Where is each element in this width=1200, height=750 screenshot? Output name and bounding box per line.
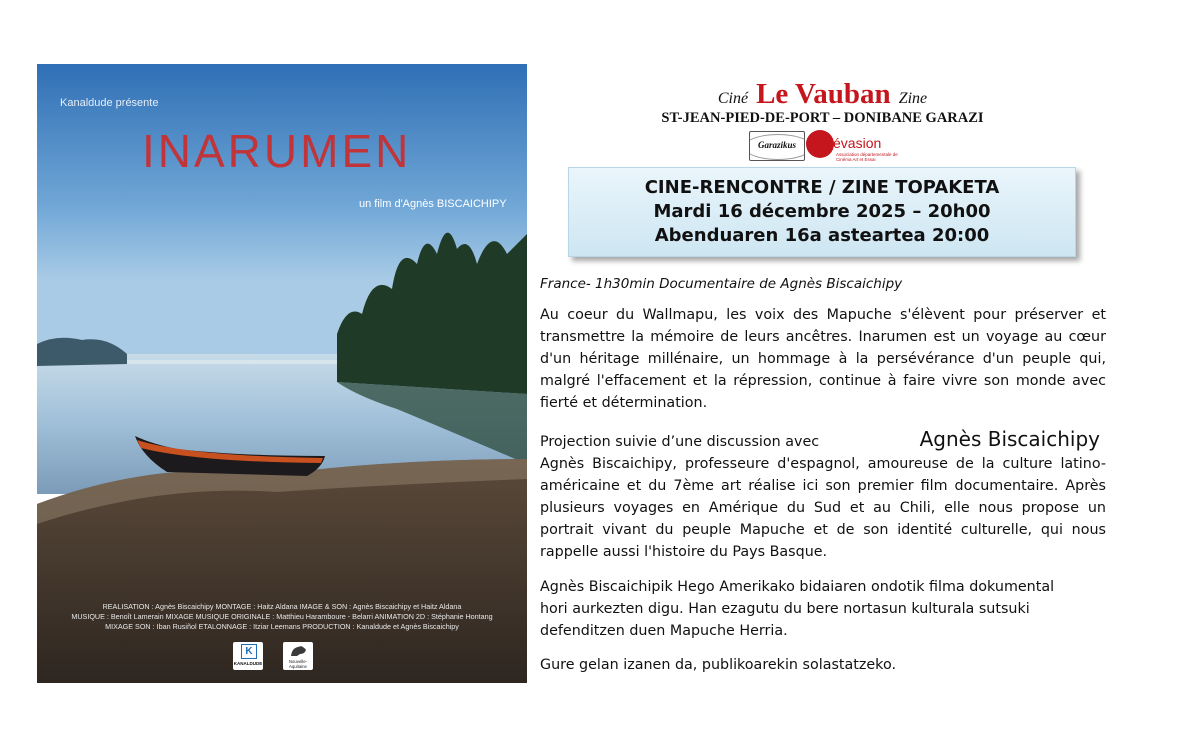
closing-line: Gure gelan izanen da, publikoarekin solastatzeko.: [540, 657, 896, 673]
synopsis-paragraph: Au coeur du Wallmapu, les voix des Mapuche s'élèvent pour préserver et transmettre la mémoire de leurs ancêtres. Inarumen est un voyage au cœur d'un héritage millénaire, un hommage à la persévérance d'un peuple qui, malgré l'effacement et la répression, continue à faire vivre son monde avec fierté et détermination.: [540, 307, 1106, 411]
guest-bio: Agnès Biscaichipy, professeure d'espagnol, amoureuse de la culture latino-américaine et du 7ème art réalise ici son premier film documentaire. Après plusieurs voyages en Amérique du Sud et au Chili, elle nous propose un portrait vivant du peuple Mapuche et de son identité culturelle, qui nous rappelle aussi l'histoire du Pays Basque.: [540, 456, 1106, 560]
film-poster: [37, 64, 527, 683]
event-info-box: [568, 167, 1076, 257]
poster-credits: [37, 602, 527, 632]
kanaldude-logo-letter: K: [241, 644, 257, 659]
poster-film-title: INARUMEN: [142, 125, 412, 177]
discussion-paragraph: [540, 428, 1106, 563]
basque-line: hori aurkezten digu. Han ezagutu du bere nortasun kulturala sutsuki: [540, 601, 1030, 617]
guest-name: Agnès Biscaichipy: [919, 427, 1100, 451]
cinevasion-logo-subtitle: Association départementale de Cinéma Art et Essai: [836, 152, 898, 162]
venue-prefix: Ciné: [717, 90, 749, 107]
event-title: CINE-RENCONTRE / ZINE TOPAKETA: [644, 177, 1000, 198]
poster-credit-line: MIXAGE SON : Iban Rusiñol ETALONNAGE : Itziar Leemans PRODUCTION : Kanaldude et Agnès Biscaichipy: [105, 622, 459, 631]
venue-location: ST-JEAN-PIED-DE-PORT – DONIBANE GARAZI: [661, 110, 984, 126]
region-logo-text: Nouvelle-Aquitaine: [288, 659, 308, 669]
film-meta: France- 1h30min Documentaire de Agnès Biscaichipy: [540, 276, 903, 292]
nouvelle-aquitaine-logo: [283, 642, 313, 670]
event-date-fr: Mardi 16 décembre 2025 – 20h00: [653, 201, 991, 222]
discussion-lead: Projection suivie d’une discussion avec: [540, 434, 820, 450]
poster-presenter: Kanaldude présente: [60, 97, 159, 109]
basque-line: Agnès Biscaichipik Hego Amerikako bidaiaren ondotik filma dokumental: [540, 579, 1055, 595]
kanaldude-logo-text: KANALDUDE: [233, 661, 263, 666]
cinevasion-logo: [806, 129, 902, 161]
poster-credit-line: REALISATION : Agnès Biscaichipy MONTAGE : Haitz Aldana IMAGE & SON : Agnès Biscaichipy et Haitz Aldana: [102, 602, 462, 611]
venue-title: [560, 78, 1085, 111]
basque-line: defenditzen duen Mapuche Herria.: [540, 623, 788, 639]
poster-director: un film d'Agnès BISCAICHIPY: [359, 198, 507, 210]
lion-icon: [283, 642, 313, 659]
event-date-eu: Abenduaren 16a asteartea 20:00: [654, 225, 990, 246]
cinevasion-logo-text: Cinévasion: [812, 135, 882, 151]
kanaldude-logo: [233, 642, 263, 670]
poster-credit-line: MUSIQUE : Benoît Lamerain MIXAGE MUSIQUE ORIGINALE : Matthieu Haramboure - Belarri ANIMATION 2D : Stéphanie Hontang: [71, 612, 493, 621]
garazikus-logo: [749, 131, 805, 161]
garazikus-logo-text: Garazikus: [757, 140, 796, 150]
basque-paragraph: [540, 576, 1106, 642]
venue-suffix: Zine: [898, 90, 928, 107]
venue-name: Le Vauban: [756, 78, 891, 110]
